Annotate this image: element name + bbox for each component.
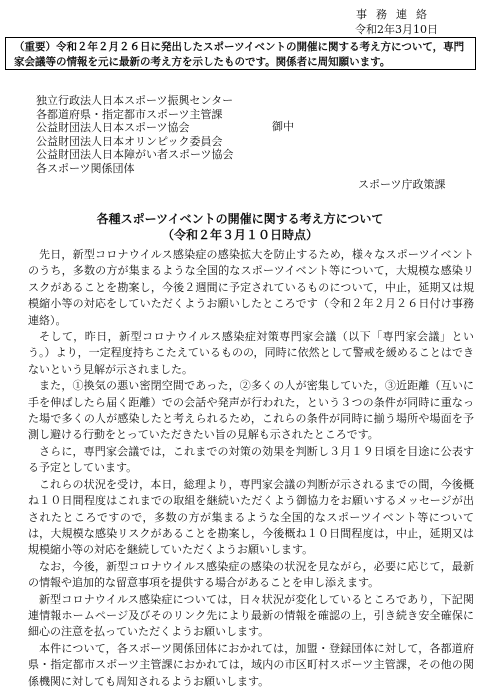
honorific: 御中 <box>272 120 294 133</box>
recipient-item: 公益財団法人日本オリンピック委員会 <box>36 134 223 148</box>
body-paragraph: 本件について，各スポーツ関係団体におかれては，加盟・登録団体に対して，各都道府県・指定都市スポーツ主管課におかれては，域内の市区町村スポーツ主管課，その他の関係機関に対しても周知されるようお願いします。 <box>28 641 474 688</box>
notice-text: （重要）令和２年２月２６日に発出したスポーツイベントの開催に関する考え方について，専門家会議等の情報を元に最新の考え方を示したものです。関係者に周知願います。 <box>14 41 465 68</box>
recipient-item: 公益財団法人日本スポーツ協会 <box>36 121 190 134</box>
body-paragraph: なお，今後，新型コロナウイルス感染症の感染の状況を見ながら，必要に応じて，最新の情報や追加的な留意事項を提供する場合があることを申し添えます。 <box>28 559 474 590</box>
body-paragraph: さらに，専門家会議では，これまでの対策の効果を判断し３月１９日頃を目途に公表する予定としています。 <box>28 444 474 475</box>
body-paragraph: そして，昨日，新型コロナウイルス感染症対策専門家会議（以下「専門家会議」という。）より，一定程度持ちこたえているものの，同時に依然として警戒を緩めることはできないという見解が示されました。 <box>28 330 474 376</box>
recipient-item: 各都道府県・指定都市スポーツ主管課 <box>36 107 223 121</box>
recipient-item: 独立行政法人日本スポーツ振興センター <box>36 94 234 107</box>
recipient-item: 公益財団法人日本障がい者スポーツ協会 <box>36 148 234 161</box>
document-subtitle: （令和２年３月１０日時点） <box>161 228 318 242</box>
document-title: 各種スポーツイベントの開催に関する考え方について <box>96 212 384 226</box>
document-date: 令和2年3月10日 <box>355 23 438 36</box>
recipient-item: 各スポーツ関係団体 <box>36 161 135 175</box>
document-type-label: 事務連絡 <box>356 8 436 21</box>
body-paragraph: 先日，新型コロナウイルス感染症の感染拡大を防止するため，様々なスポーツイベントのうち，多数の方が集まるような全国的なスポーツイベント等について，大規模な感染リスクがあることを勘案し，今後２週間に予定されているものについて，中止，延期又は規模縮小等の対応をしていただくようお願いしたところです（令和２年２月２６日付け事務連絡）。 <box>28 248 474 327</box>
sender: スポーツ庁政策課 <box>358 178 446 191</box>
body-paragraph: 新型コロナウイルス感染症については，日々状況が変化しているところであり，下記関連情報ホームページ及びそのリンク先により最新の情報を確認の上，引き続き安全確保に細心の注意を払っていただくようお願いします。 <box>28 592 474 639</box>
recipient-list <box>36 94 234 175</box>
body-text <box>28 247 474 690</box>
body-paragraph: これらの状況を受け，本日，総理より，専門家会議の判断が示されるまでの間，今後概ね１０日間程度はこれまでの取組を継続いただくよう御協力をお願いするメッセージが出されたところですので，多数の方が集まるような全国的なスポーツイベント等については，大規模な感染リスクがあることを勘案し，今後概ね１０日間程度は，中止，延期又は規模縮小等の対応を継続していただくようお願いします。 <box>28 477 474 557</box>
body-paragraph: また，①換気の悪い密閉空間であった，②多くの人が密集していた，③近距離（互いに手を伸ばしたら届く距離）での会話や発声が行われた，という３つの条件が同時に重なった場で多くの人が感染したと考えられるため，これらの条件が同時に揃う場所や場面を予測し避ける行動をとっていただきたい旨の見解も示されたところです。 <box>28 379 474 442</box>
